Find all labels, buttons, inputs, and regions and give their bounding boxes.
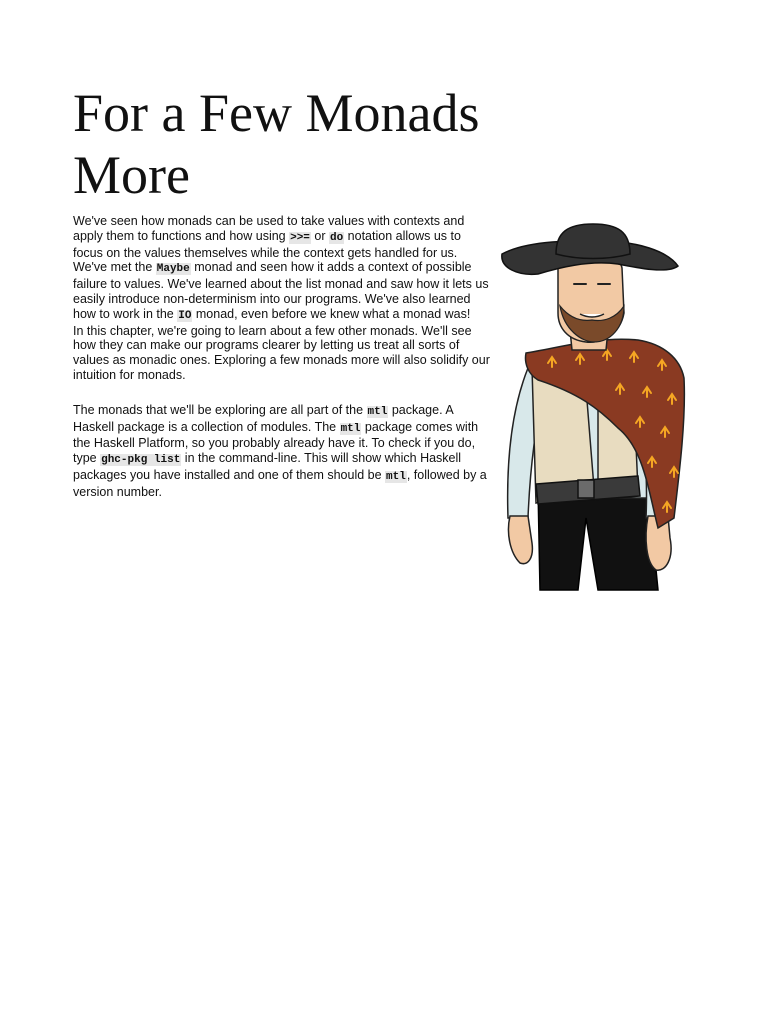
cowboy-illustration-icon <box>498 218 688 593</box>
code-io: IO <box>178 309 192 322</box>
paragraph-monads-met: We've met the Maybe monad and seen how it adds a context of possible failure to values. We've learned about the list monad and saw how it lets us easily introduce non-determinism into our programs. We've also learned how to work in the IO monad, even before we knew what a monad was! <box>73 260 489 322</box>
paragraph-mtl: The monads that we'll be exploring are all part of the mtl package. A Haskell package is a collection of modules. The mtl package comes with the Haskell Platform, so you probably already have it. To check if you do, type ghc-pkg list in the command-line. This will show which Haskell packages you have installed and one of them should be mtl, followed by a version number. <box>73 402 487 499</box>
page-title: For a Few Monads More <box>73 83 480 205</box>
body-text <box>73 214 493 500</box>
code-mtl: mtl <box>340 422 361 435</box>
code-mtl: mtl <box>386 470 406 483</box>
code-do: do <box>329 231 344 244</box>
code-mtl: mtl <box>367 405 388 418</box>
code-maybe: Maybe <box>156 263 190 276</box>
paragraph-chapter: In this chapter, we're going to learn about a few other monads. We'll see how they can make our programs clearer by letting us treat all sorts of values as monadic ones. Exploring a few monads more will also solidify our intuition for monads. <box>73 323 490 382</box>
code-bind-operator: >>= <box>290 231 310 244</box>
paragraph-intro: We've seen how monads can be used to take values with contexts and apply them to functions and how using >>= or do notation allows us to focus on the values themselves while the context gets handled for us. <box>73 214 465 260</box>
code-ghc-pkg-list: ghc-pkg list <box>101 454 181 467</box>
